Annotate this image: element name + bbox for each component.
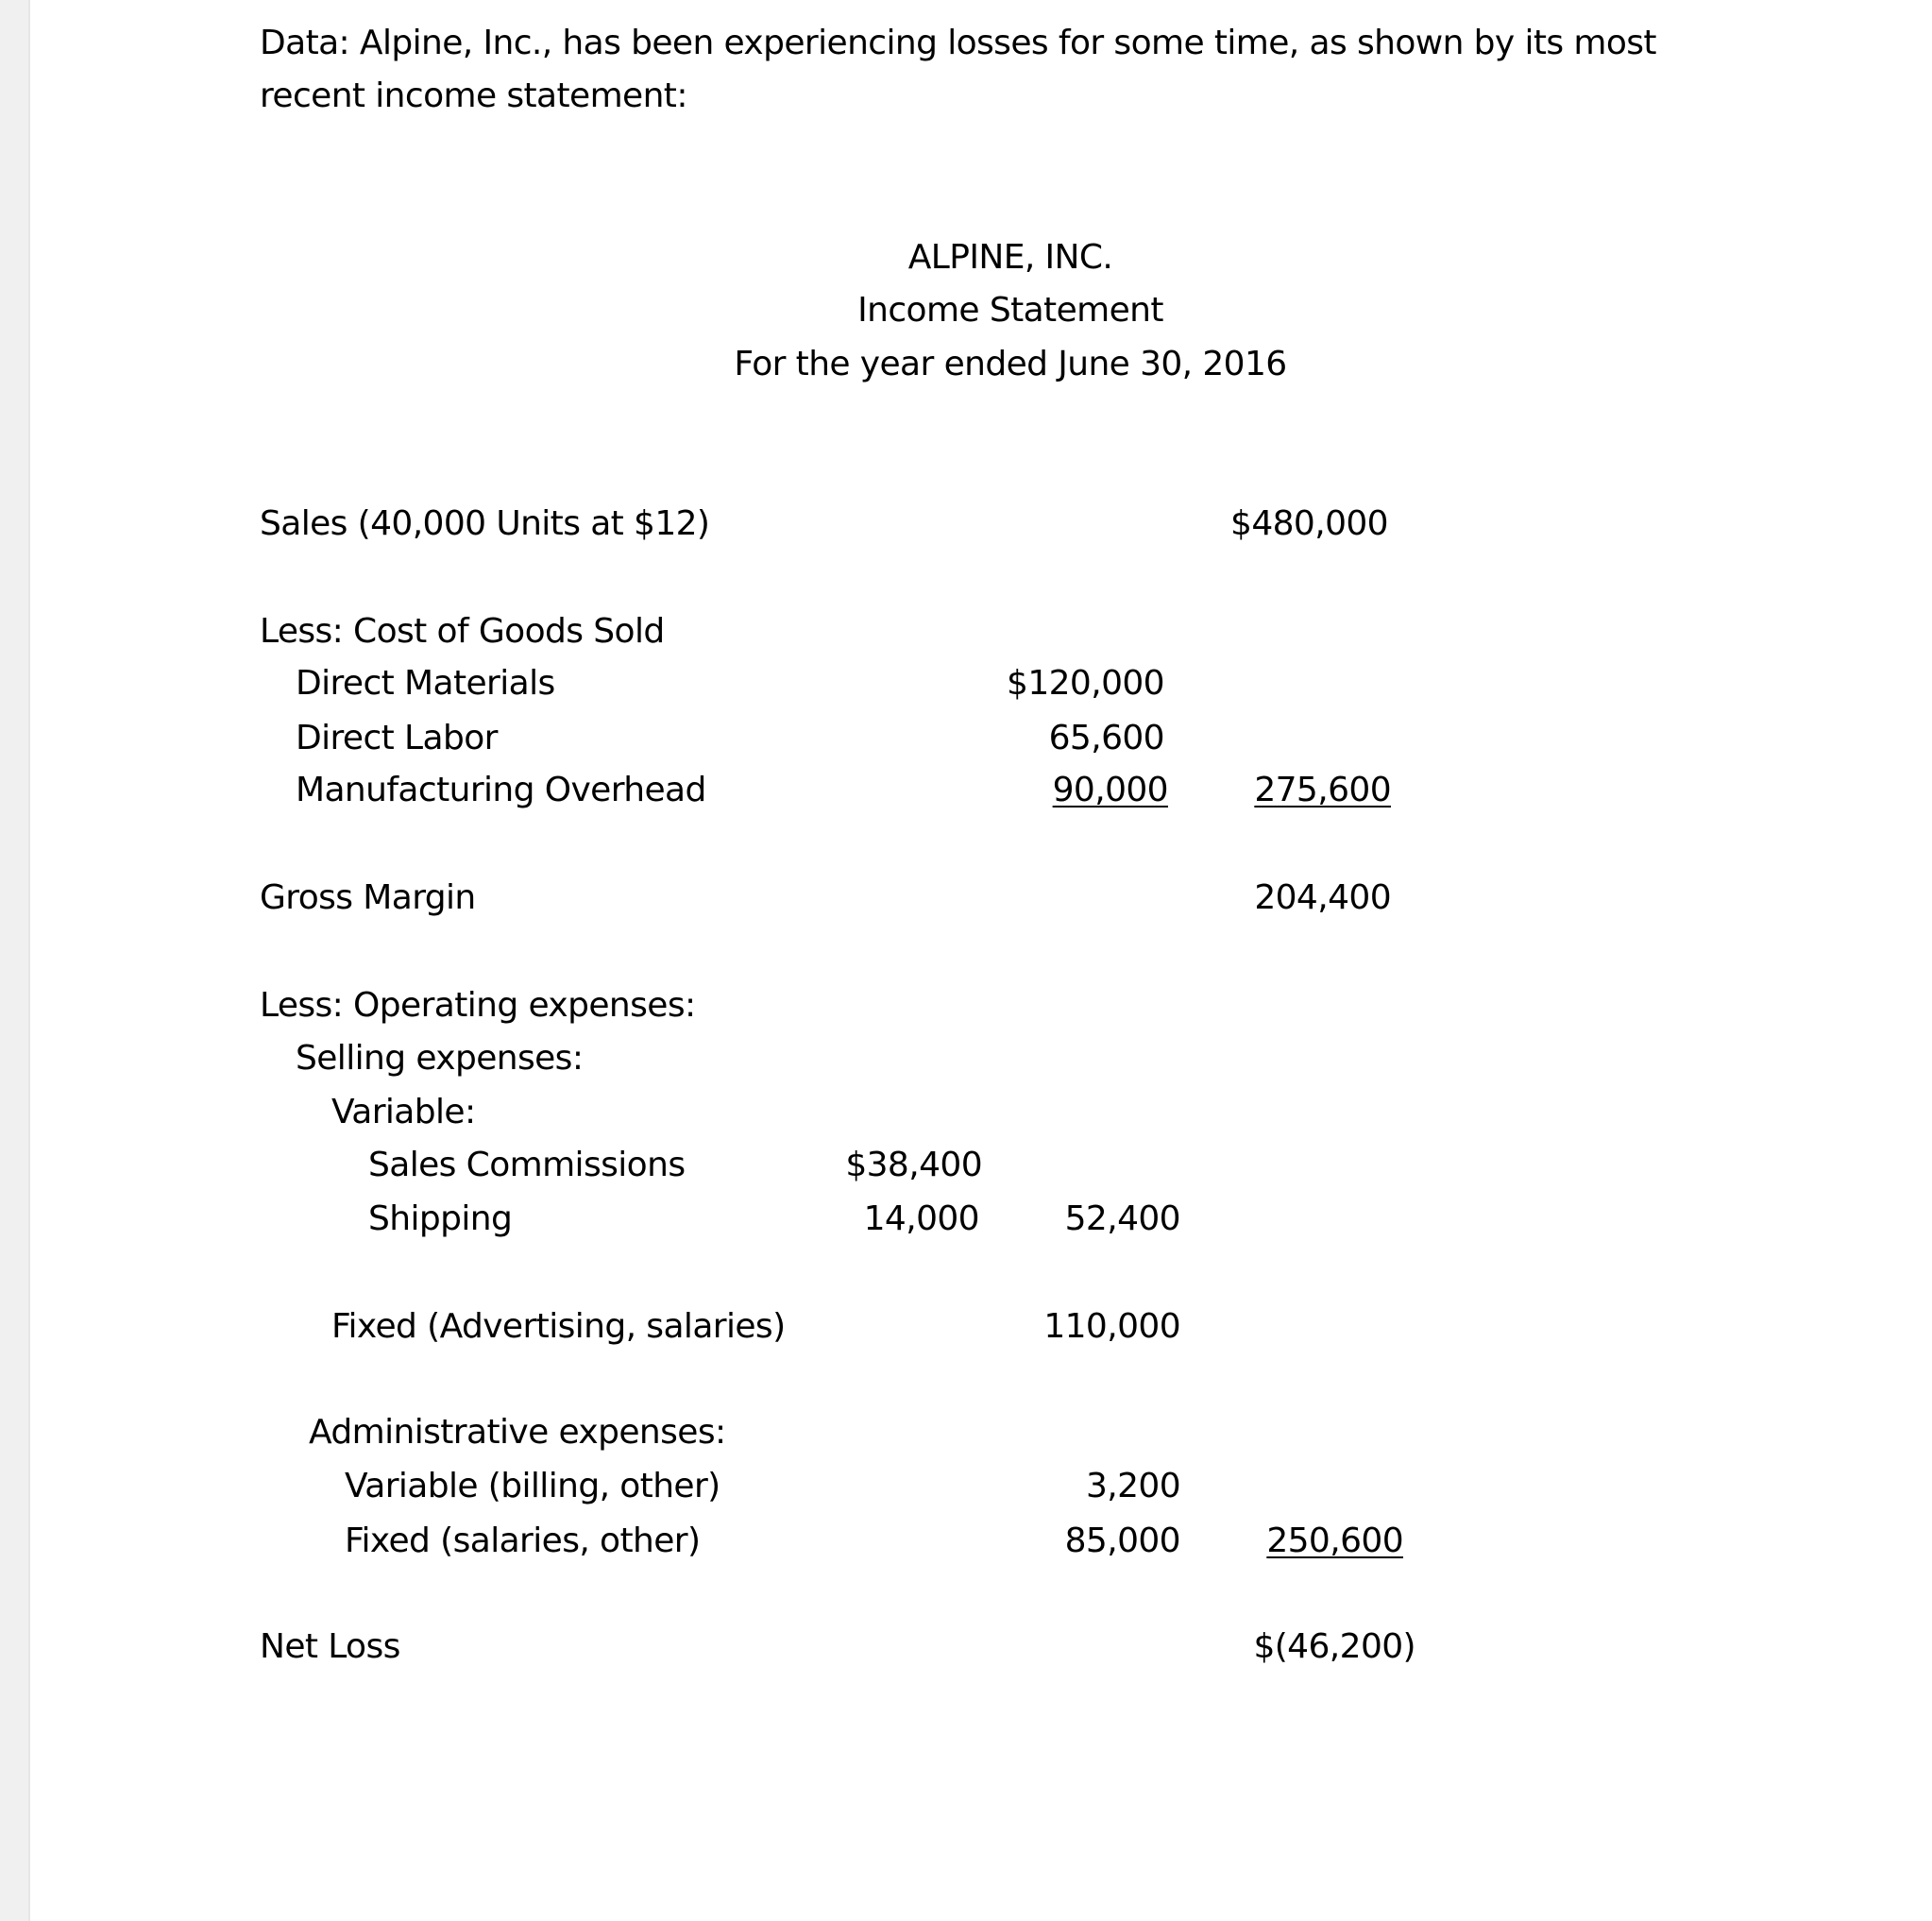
intro-line-1: Data: Alpine, Inc., has been experiencing losses for some time, as shown by its most: [260, 24, 1656, 62]
intro-line-2: recent income statement:: [260, 76, 687, 115]
opex-total: 250,600: [1266, 1522, 1403, 1560]
gm-label: Gross Margin: [260, 878, 476, 917]
admin-label: Administrative expenses:: [309, 1413, 726, 1452]
admin-fixed-amount: 85,000: [1064, 1522, 1180, 1560]
dl-amount: 65,600: [1048, 719, 1164, 757]
company-name: ALPINE, INC.: [907, 238, 1113, 277]
variable-label: Variable:: [331, 1093, 476, 1131]
cogs-label: Less: Cost of Goods Sold: [260, 612, 665, 651]
selling-label: Selling expenses:: [296, 1039, 584, 1078]
commissions-amount: $38,400: [845, 1146, 982, 1184]
admin-fixed-label: Fixed (salaries, other): [345, 1522, 701, 1560]
net-loss-label: Net Loss: [260, 1627, 400, 1666]
variable-selling-total: 52,400: [1064, 1199, 1180, 1238]
shipping-amount: 14,000: [863, 1199, 979, 1238]
dm-label: Direct Materials: [296, 664, 555, 703]
fixed-selling-amount: 110,000: [1043, 1307, 1180, 1346]
dl-label: Direct Labor: [296, 719, 498, 757]
admin-var-label: Variable (billing, other): [345, 1467, 720, 1505]
shipping-label: Shipping: [368, 1199, 513, 1238]
fixed-selling-label: Fixed (Advertising, salaries): [331, 1307, 786, 1346]
moh-amount: 90,000: [1052, 771, 1168, 809]
statement-period: For the year ended June 30, 2016: [734, 345, 1287, 383]
commissions-label: Sales Commissions: [368, 1146, 686, 1184]
opex-label: Less: Operating expenses:: [260, 986, 696, 1025]
cogs-total: 275,600: [1254, 771, 1391, 809]
moh-label: Manufacturing Overhead: [296, 771, 706, 809]
net-loss-total: $(46,200): [1253, 1627, 1415, 1666]
dm-amount: $120,000: [1007, 664, 1164, 703]
sales-label: Sales (40,000 Units at $12): [260, 504, 710, 543]
gm-total: 204,400: [1254, 878, 1391, 917]
statement-title: Income Statement: [857, 291, 1163, 330]
sales-total: $480,000: [1230, 504, 1388, 543]
admin-var-amount: 3,200: [1085, 1467, 1180, 1505]
